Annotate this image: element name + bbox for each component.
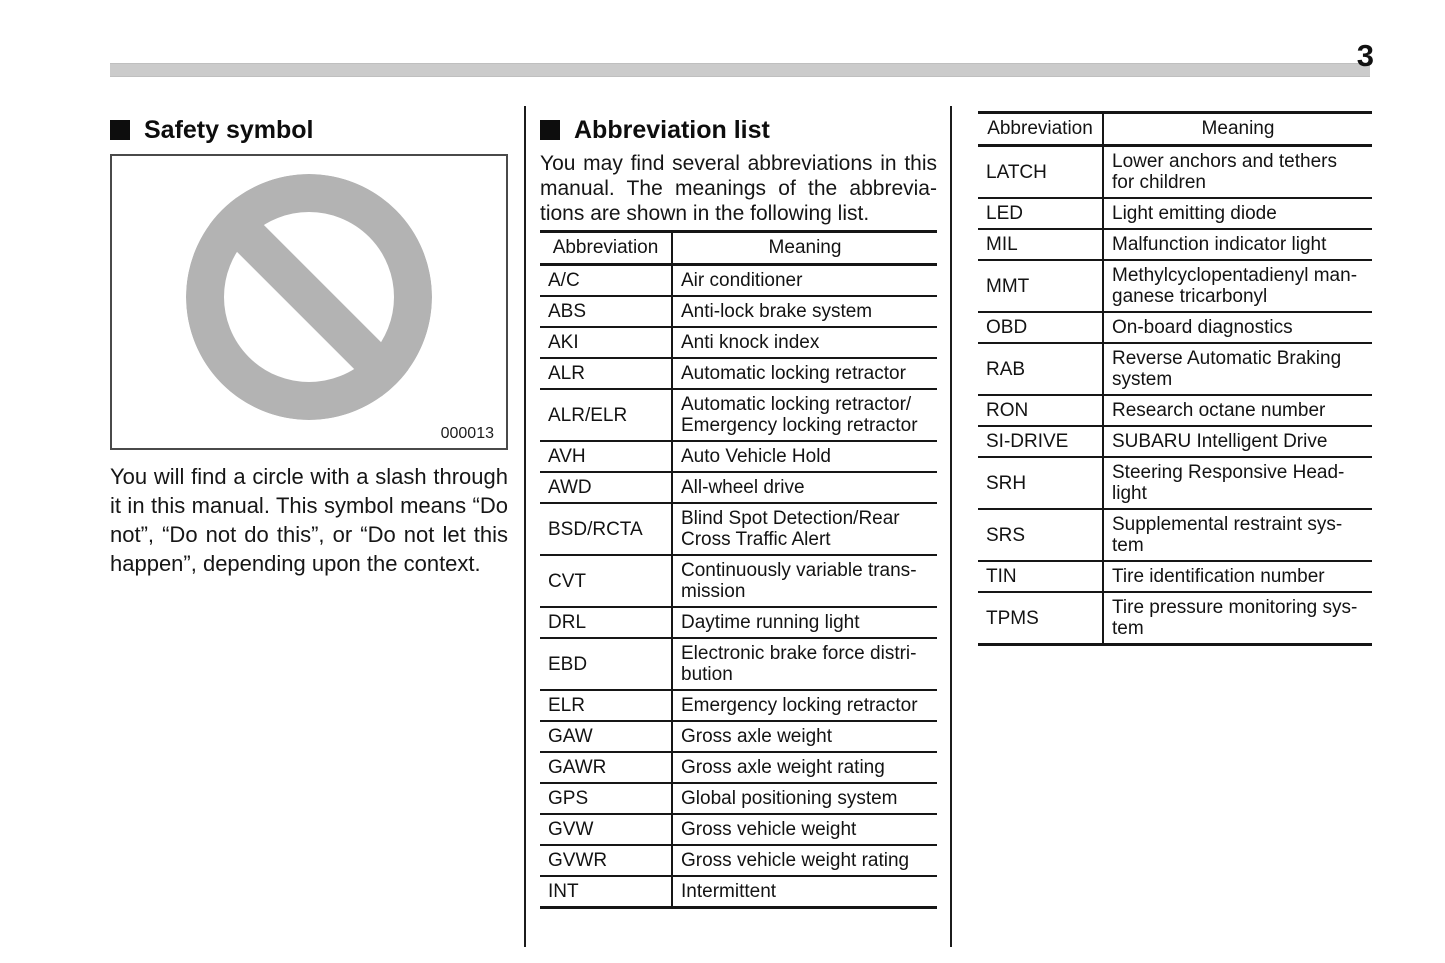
table-row [540, 555, 937, 607]
abbreviation-cell: TPMS [978, 592, 1103, 645]
table-row [540, 358, 937, 389]
prohibition-icon [186, 174, 432, 420]
abbreviation-cell: DRL [540, 607, 672, 638]
table-row [978, 395, 1372, 426]
table-header-meaning: Meaning [1103, 113, 1372, 146]
abbreviation-section-heading [540, 116, 937, 144]
abbreviation-cell: ALR/ELR [540, 389, 672, 441]
table-row [978, 592, 1372, 645]
meaning-cell: All-wheel drive [672, 472, 937, 503]
abbreviation-cell: GAW [540, 721, 672, 752]
meaning-cell: Automatic locking retractor/​Emergency locking retractor [672, 389, 937, 441]
abbreviation-cell: OBD [978, 312, 1103, 343]
abbreviation-table-left [540, 230, 937, 909]
column-divider-right [950, 106, 952, 947]
table-row [978, 146, 1372, 199]
meaning-cell: Methylcyclopentadienyl manganese tricarbonyl [1103, 260, 1372, 312]
table-row [540, 845, 937, 876]
table-row [978, 229, 1372, 260]
abbreviation-cell: TIN [978, 561, 1103, 592]
meaning-cell: Anti-lock brake system [672, 296, 937, 327]
meaning-cell: Global positioning system [672, 783, 937, 814]
abbreviation-cell: RAB [978, 343, 1103, 395]
abbreviation-cell: SI-DRIVE [978, 426, 1103, 457]
safety-section-heading [110, 116, 508, 144]
meaning-cell: Gross vehicle weight rating [672, 845, 937, 876]
meaning-cell: Blind Spot Detection/Rear Cross Traffic Alert [672, 503, 937, 555]
meaning-cell: Supplemental restraint system [1103, 509, 1372, 561]
abbreviation-cell: AVH [540, 441, 672, 472]
abbreviation-section [540, 106, 937, 909]
table-row [540, 783, 937, 814]
table-header-abbreviation: Abbreviation [978, 113, 1103, 146]
table-row [540, 503, 937, 555]
meaning-cell: Malfunction indicator light [1103, 229, 1372, 260]
meaning-cell: Light emitting diode [1103, 198, 1372, 229]
meaning-cell: Emergency locking retractor [672, 690, 937, 721]
abbreviation-section-title: Abbreviation list [574, 116, 770, 144]
section-marker-icon [110, 120, 130, 140]
safety-symbol-section [110, 106, 508, 578]
column-divider-left [524, 106, 526, 947]
abbreviation-cell: EBD [540, 638, 672, 690]
abbreviation-cell: ALR [540, 358, 672, 389]
abbreviation-cell: CVT [540, 555, 672, 607]
abbreviation-cell: GPS [540, 783, 672, 814]
table-row [540, 296, 937, 327]
abbreviation-cell: MMT [978, 260, 1103, 312]
header-rule [110, 63, 1370, 77]
abbreviation-cell: AWD [540, 472, 672, 503]
abbreviation-table-right [978, 111, 1372, 646]
meaning-cell: Gross axle weight rating [672, 752, 937, 783]
table-row [978, 312, 1372, 343]
meaning-cell: Continuously variable transmission [672, 555, 937, 607]
abbreviation-cell: SRS [978, 509, 1103, 561]
abbreviation-cell: MIL [978, 229, 1103, 260]
table-row [540, 389, 937, 441]
page-number: 3 [1356, 38, 1374, 73]
table-row [540, 327, 937, 358]
table-header-row [978, 113, 1372, 146]
abbreviation-intro: You may find several abbreviations in this manual. The meanings of the abbreviations are shown in the following list. [540, 152, 937, 225]
table-row [540, 752, 937, 783]
abbreviation-cell: SRH [978, 457, 1103, 509]
table-header-abbreviation: Abbreviation [540, 232, 672, 265]
meaning-cell: Gross vehicle weight [672, 814, 937, 845]
table-row [978, 260, 1372, 312]
meaning-cell: Tire identification number [1103, 561, 1372, 592]
table-row [540, 472, 937, 503]
table-header-row [540, 232, 937, 265]
figure-code: 000013 [440, 425, 494, 442]
table-row [540, 876, 937, 908]
safety-figure [110, 154, 508, 450]
table-row [978, 426, 1372, 457]
table-row [540, 814, 937, 845]
table-row [978, 457, 1372, 509]
abbreviation-cell: LED [978, 198, 1103, 229]
safety-section-title: Safety symbol [144, 116, 314, 144]
table-row [540, 441, 937, 472]
meaning-cell: Steering Responsive Headlight [1103, 457, 1372, 509]
meaning-cell: Tire pressure monitoring system [1103, 592, 1372, 645]
abbreviation-cell: RON [978, 395, 1103, 426]
table-row [978, 343, 1372, 395]
table-row [540, 607, 937, 638]
meaning-cell: Reverse Automatic Braking system [1103, 343, 1372, 395]
meaning-cell: Air conditioner [672, 265, 937, 297]
table-row [978, 561, 1372, 592]
abbreviation-cell: A/C [540, 265, 672, 297]
table-row [978, 509, 1372, 561]
abbreviation-cell: ABS [540, 296, 672, 327]
meaning-cell: Automatic locking retractor [672, 358, 937, 389]
abbreviation-cell: GVW [540, 814, 672, 845]
meaning-cell: On-board diagnostics [1103, 312, 1372, 343]
table-row [540, 721, 937, 752]
safety-description: You will find a circle with a slash through it in this manual. This symbol means “Do not”, “Do not do this”, or “Do not let this happen”, depending upon the context. [110, 464, 508, 576]
abbreviation-cell: AKI [540, 327, 672, 358]
table-row [978, 198, 1372, 229]
abbreviation-cell: INT [540, 876, 672, 908]
meaning-cell: Daytime running light [672, 607, 937, 638]
table-header-meaning: Meaning [672, 232, 937, 265]
meaning-cell: Gross axle weight [672, 721, 937, 752]
meaning-cell: Electronic brake force distribution [672, 638, 937, 690]
meaning-cell: SUBARU Intelligent Drive [1103, 426, 1372, 457]
table-row [540, 690, 937, 721]
meaning-cell: Auto Vehicle Hold [672, 441, 937, 472]
abbreviation-cell: LATCH [978, 146, 1103, 199]
meaning-cell: Research octane number [1103, 395, 1372, 426]
meaning-cell: Anti knock index [672, 327, 937, 358]
meaning-cell: Lower anchors and tethers for children [1103, 146, 1372, 199]
table-row [540, 638, 937, 690]
table-row [540, 265, 937, 297]
abbreviation-cell: ELR [540, 690, 672, 721]
meaning-cell: Intermittent [672, 876, 937, 908]
section-marker-icon [540, 120, 560, 140]
abbreviation-section-continued [978, 111, 1372, 646]
abbreviation-cell: BSD/RCTA [540, 503, 672, 555]
abbreviation-cell: GAWR [540, 752, 672, 783]
abbreviation-cell: GVWR [540, 845, 672, 876]
